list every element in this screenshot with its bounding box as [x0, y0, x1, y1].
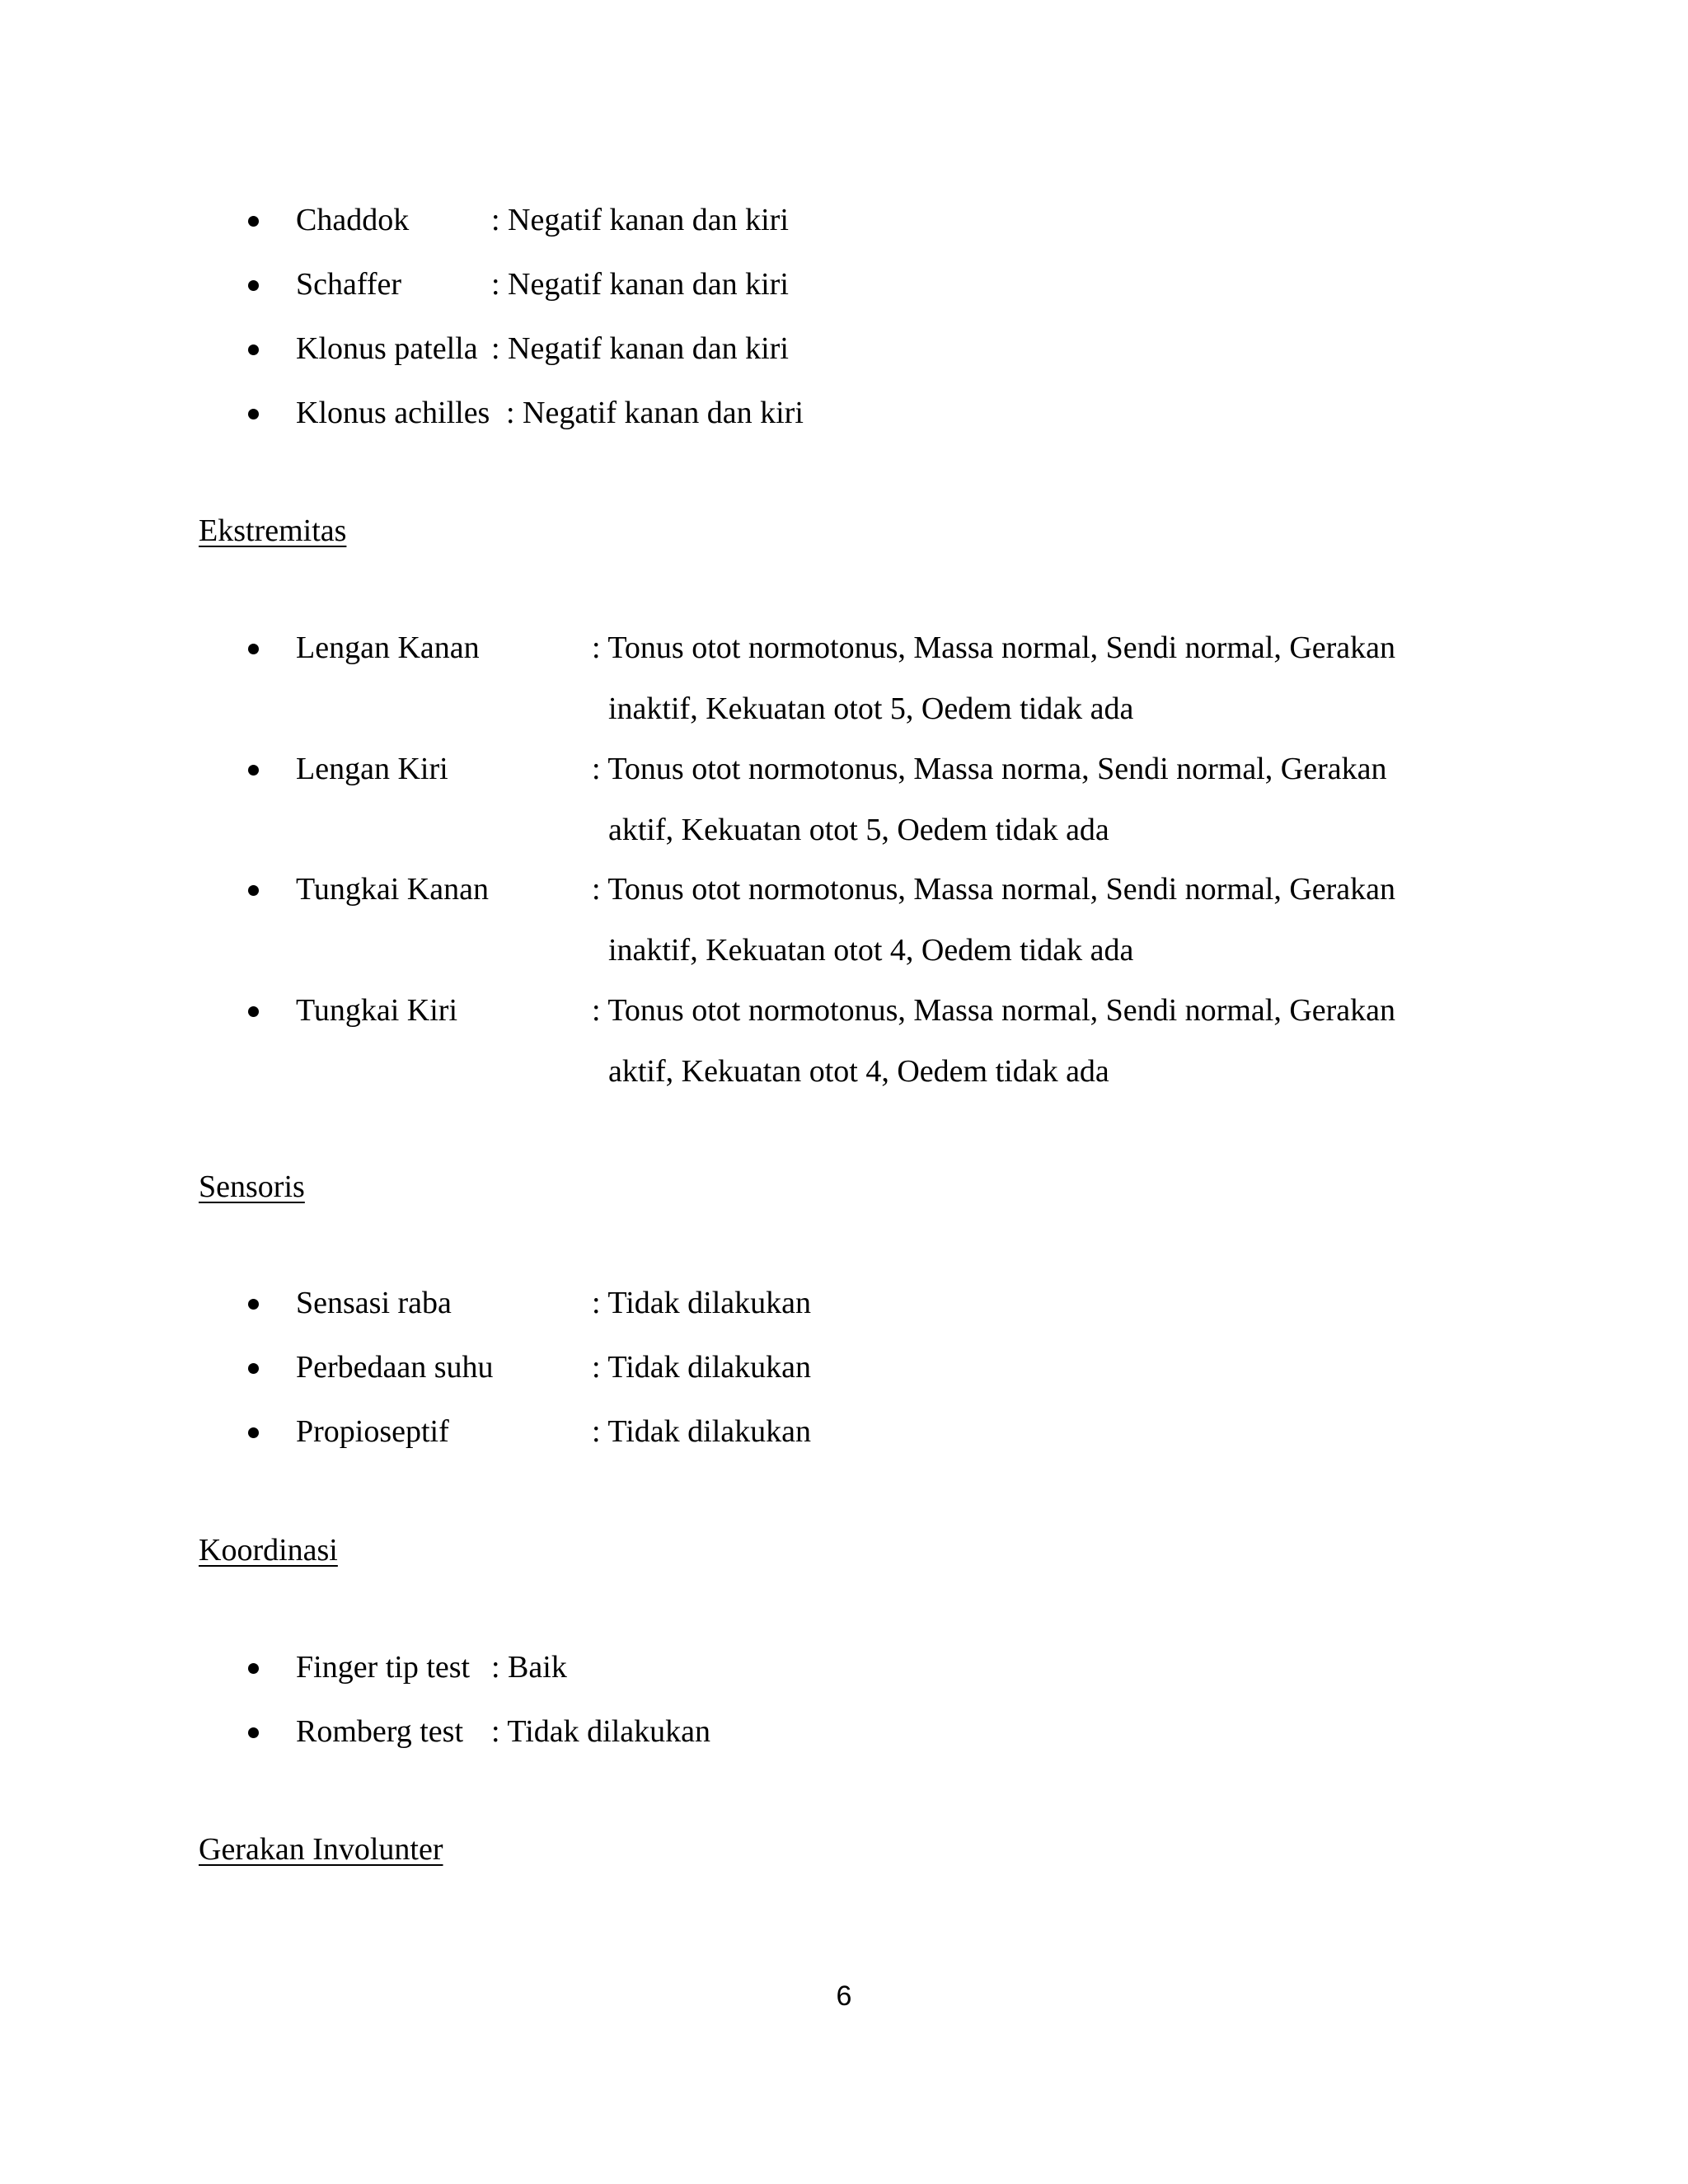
item-value: : Negatif kanan dan kiri [491, 267, 789, 302]
item-value: : Negatif kanan dan kiri [491, 331, 789, 366]
bullet-icon [248, 644, 259, 654]
item-value: : Tonus otot normotonus, Massa normal, Sendi normal, Gerakan [592, 993, 1396, 1028]
section-heading-gerakan-involunter: Gerakan Involunter [199, 1832, 443, 1867]
bullet-icon [248, 344, 259, 355]
item-value: : Tidak dilakukan [592, 1350, 812, 1385]
item-value: : Negatif kanan dan kiri [506, 396, 804, 430]
section-heading-koordinasi: Koordinasi [199, 1533, 338, 1568]
item-label: Schaffer [296, 267, 402, 302]
item-value: : Tidak dilakukan [491, 1714, 711, 1749]
bullet-icon [248, 409, 259, 419]
section-heading-sensoris: Sensoris [199, 1169, 305, 1204]
bullet-icon [248, 1006, 259, 1017]
bullet-icon [248, 216, 259, 227]
item-value: : Tonus otot normotonus, Massa normal, Sendi normal, Gerakan [592, 630, 1396, 665]
item-value: : Tonus otot normotonus, Massa normal, Sendi normal, Gerakan [592, 872, 1396, 907]
item-label: Finger tip test [296, 1650, 471, 1685]
bullet-icon [248, 765, 259, 776]
item-value: : Negatif kanan dan kiri [491, 203, 789, 237]
item-value: : Tidak dilakukan [592, 1414, 812, 1449]
item-value-continuation: aktif, Kekuatan otot 5, Oedem tidak ada [608, 813, 1109, 847]
bullet-icon [248, 280, 259, 291]
item-label: Klonus achilles [296, 396, 490, 430]
item-value: : Tidak dilakukan [592, 1286, 812, 1320]
item-label: Romberg test [296, 1714, 464, 1749]
bullet-icon [248, 1727, 259, 1738]
item-label: Chaddok [296, 203, 410, 237]
item-label: Tungkai Kiri [296, 993, 458, 1028]
item-label: Propioseptif [296, 1414, 449, 1449]
item-value-continuation: aktif, Kekuatan otot 4, Oedem tidak ada [608, 1054, 1109, 1089]
item-label: Perbedaan suhu [296, 1350, 494, 1385]
item-label: Lengan Kanan [296, 630, 480, 665]
page-number: 6 [836, 1980, 852, 2012]
item-label: Tungkai Kanan [296, 872, 489, 907]
bullet-icon [248, 1427, 259, 1438]
bullet-icon [248, 885, 259, 896]
item-label: Sensasi raba [296, 1286, 452, 1320]
section-heading-ekstremitas: Ekstremitas [199, 513, 347, 548]
bullet-icon [248, 1363, 259, 1374]
item-value-continuation: inaktif, Kekuatan otot 5, Oedem tidak ada [608, 691, 1134, 726]
item-label: Klonus patella [296, 331, 478, 366]
item-value-continuation: inaktif, Kekuatan otot 4, Oedem tidak ada [608, 933, 1134, 968]
item-value: : Baik [491, 1650, 567, 1685]
bullet-icon [248, 1663, 259, 1674]
item-label: Lengan Kiri [296, 752, 448, 786]
item-value: : Tonus otot normotonus, Massa norma, Sendi normal, Gerakan [592, 752, 1387, 786]
bullet-icon [248, 1299, 259, 1310]
